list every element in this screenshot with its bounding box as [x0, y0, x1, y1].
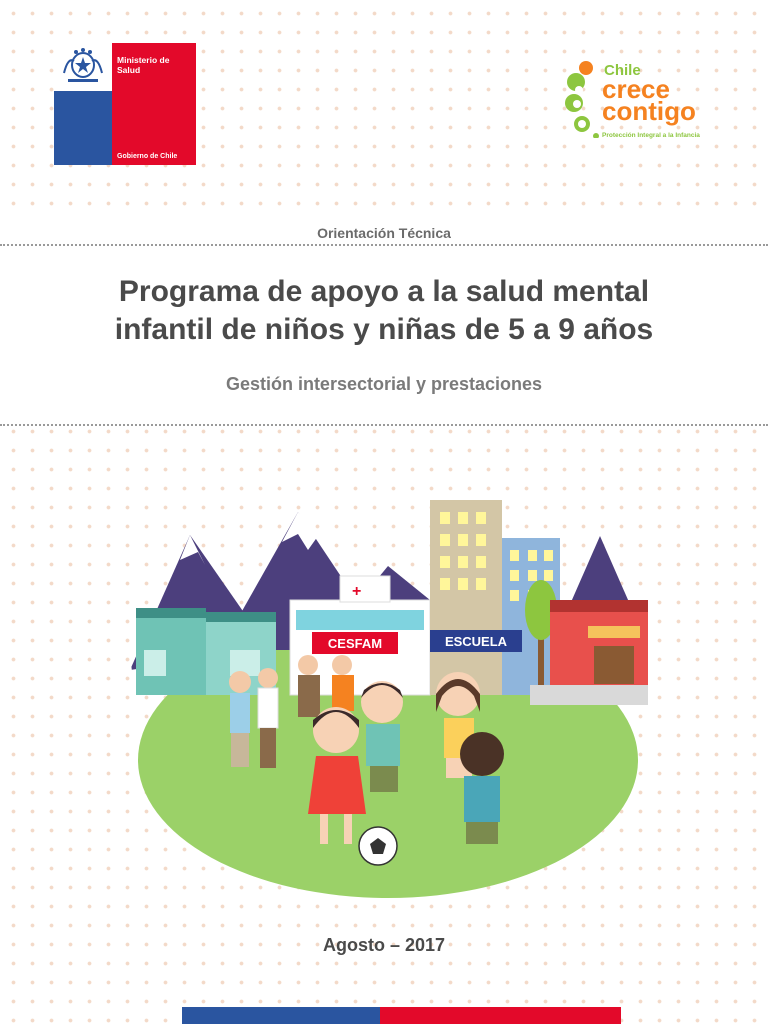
chile-crece-contigo-logo: [562, 58, 732, 150]
ccc-word-chile: Chile: [604, 62, 641, 79]
escuela-sign-text: ESCUELA: [444, 634, 508, 649]
footer-bar-red: [380, 1007, 621, 1024]
publication-date: Agosto – 2017: [322, 935, 446, 955]
logo-flag-white: [54, 43, 112, 91]
ministry-name: [117, 55, 169, 75]
page-title: [40, 273, 728, 349]
logo-flag-blue: [54, 43, 112, 165]
ccc-word-crece: crece: [602, 74, 670, 104]
community-illustration: [130, 450, 650, 900]
ccc-tagline: Protección Integral a la Infancia: [602, 132, 700, 139]
logo-flag-red: [112, 43, 196, 165]
cesfam-sign-text: CESFAM: [327, 636, 383, 651]
ministerio-de-salud-logo: [54, 43, 196, 165]
ministry-line2: Salud: [117, 65, 141, 75]
ccc-word-contigo: contigo: [602, 96, 696, 126]
ministry-line1: Ministerio de: [117, 55, 170, 65]
page-subtitle: Gestión intersectorial y prestaciones: [225, 374, 543, 394]
svg-text:+: +: [352, 583, 362, 600]
tall-building: [430, 500, 502, 695]
footer-bar-blue: [182, 1007, 380, 1024]
coat-of-arms-icon: [54, 43, 112, 91]
document-type-label: Orientación Técnica: [317, 225, 451, 241]
gobierno-label: Gobierno de Chile: [117, 153, 178, 160]
title-line-1: Programa de apoyo a la salud mental: [118, 275, 650, 308]
ccc-circles-icon: [562, 58, 606, 138]
title-line-2: infantil de niños y niñas de 5 a 9 años: [114, 313, 654, 346]
